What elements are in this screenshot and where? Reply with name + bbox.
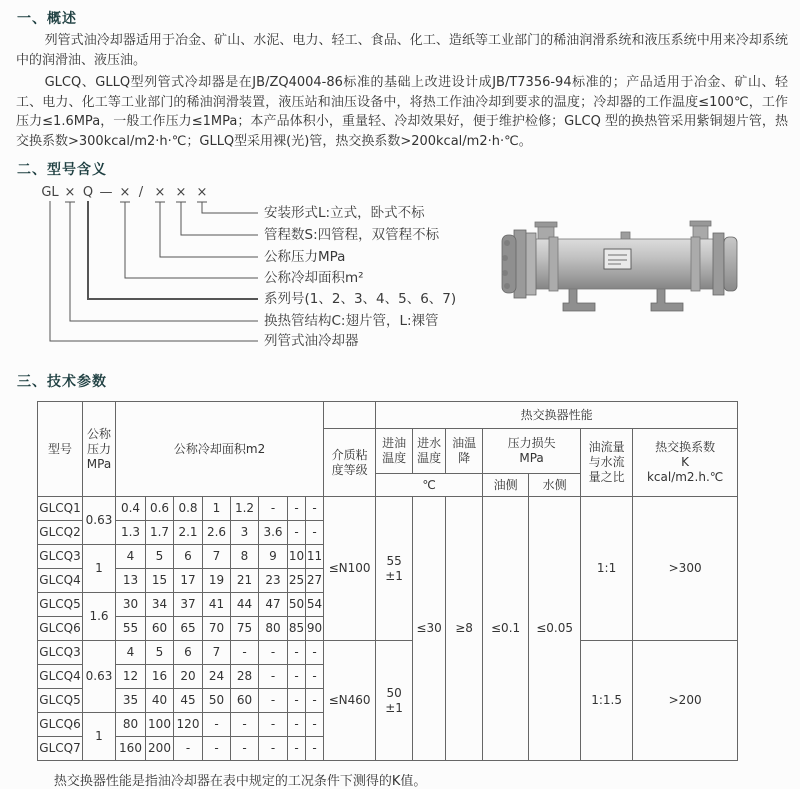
param-cell: - (288, 497, 306, 521)
param-cell: 30 (116, 593, 146, 617)
model-code-part: × (175, 185, 187, 200)
param-cell: 7 (203, 545, 231, 569)
model-code-part: × (64, 185, 76, 200)
model-label-tube-passes: 管程数S:四管程，双管程不标 (264, 227, 440, 243)
param-cell: 0.4 (116, 497, 146, 521)
param-cell: 0.63 (83, 497, 116, 545)
param-cell: 2.1 (174, 521, 203, 545)
param-cell: 21 (231, 569, 259, 593)
param-cell: 90 (306, 617, 324, 641)
param-cell: 45 (174, 689, 203, 713)
model-label-tube-structure: 换热管结构C:翅片管，L:裸管 (264, 313, 439, 329)
param-header-cell: 型号 (38, 402, 83, 497)
param-cell: 1 (83, 713, 116, 761)
overview-paragraph-1: 列管式油冷却器适用于冶金、矿山、水泥、电力、轻工、食品、化工、造纸等工业部门的稀油润滑系统和液压系统中用来冷却系统中的润滑油、液压油。 (16, 33, 788, 68)
param-cell: ≤0.05 (529, 497, 581, 761)
param-cell: 24 (203, 665, 231, 689)
param-header-cell: 压力损失 MPa (483, 429, 581, 474)
param-cell: 34 (146, 593, 174, 617)
param-cell: - (288, 641, 306, 665)
table-row (38, 497, 738, 521)
table-body (38, 497, 738, 761)
model-code-diagram (40, 185, 510, 360)
param-cell: 3.6 (259, 521, 288, 545)
param-cell: 200 (146, 737, 174, 761)
param-cell: - (306, 497, 324, 521)
param-cell: - (306, 665, 324, 689)
model-code-part: × (154, 185, 166, 200)
param-cell: 35 (116, 689, 146, 713)
param-header-cell: 水侧 (529, 474, 581, 497)
param-cell: ≤N100 (324, 497, 376, 641)
table-header-row (38, 402, 738, 429)
param-cell: 75 (231, 617, 259, 641)
param-cell: 7 (203, 641, 231, 665)
param-cell: - (231, 641, 259, 665)
param-cell: 1.6 (83, 593, 116, 641)
param-cell: >300 (633, 497, 738, 641)
param-cell: 2.6 (203, 521, 231, 545)
param-cell: 6 (174, 545, 203, 569)
model-label-series-number: 系列号(1、2、3、4、5、6、7) (264, 291, 457, 307)
param-cell: 65 (174, 617, 203, 641)
param-cell: 16 (146, 665, 174, 689)
param-cell: - (306, 521, 324, 545)
param-cell: 60 (231, 689, 259, 713)
param-cell: 44 (231, 593, 259, 617)
param-header-cell: 热交换器性能 (376, 402, 738, 429)
param-cell: 10 (288, 545, 306, 569)
param-cell: 1:1 (581, 497, 633, 641)
model-label-nominal-pressure: 公称压力MPa (264, 249, 346, 265)
param-cell: - (259, 713, 288, 737)
param-cell: - (259, 689, 288, 713)
param-cell: - (306, 689, 324, 713)
param-cell: - (288, 713, 306, 737)
param-cell: ≤0.1 (483, 497, 529, 761)
param-cell: 50 ±1 (376, 641, 413, 761)
param-header-cell: 介质粘 度等级 (324, 429, 376, 497)
model-label-product-name: 列管式油冷却器 (264, 333, 359, 349)
param-cell: 120 (174, 713, 203, 737)
param-cell: - (174, 737, 203, 761)
model-code-part: GL (41, 185, 59, 200)
param-cell: GLCQ1 (38, 497, 83, 521)
param-cell: - (306, 713, 324, 737)
param-cell: 25 (288, 569, 306, 593)
param-cell: 5 (146, 545, 174, 569)
param-cell: - (306, 641, 324, 665)
param-cell: 41 (203, 593, 231, 617)
param-cell: 80 (116, 713, 146, 737)
param-cell: - (306, 737, 324, 761)
param-cell: 13 (116, 569, 146, 593)
model-code-part: × (196, 185, 208, 200)
param-cell: 37 (174, 593, 203, 617)
param-cell: 55 ±1 (376, 497, 413, 641)
param-cell: >200 (633, 641, 738, 761)
param-cell: 6 (174, 641, 203, 665)
model-code-part: Q (82, 185, 94, 200)
model-meaning-area (0, 181, 800, 363)
param-cell: 9 (259, 545, 288, 569)
param-cell: - (288, 737, 306, 761)
param-cell: 1.2 (231, 497, 259, 521)
param-cell: GLCQ3 (38, 641, 83, 665)
param-cell: 23 (259, 569, 288, 593)
param-cell: - (288, 665, 306, 689)
param-cell: 15 (146, 569, 174, 593)
param-cell: GLCQ3 (38, 545, 83, 569)
param-cell: 0.8 (174, 497, 203, 521)
param-header-cell: 热交换系数 K kcal/m2.h.℃ (633, 429, 738, 497)
param-cell: 40 (146, 689, 174, 713)
param-cell: 55 (116, 617, 146, 641)
param-cell: 50 (288, 593, 306, 617)
param-cell: 54 (306, 593, 324, 617)
param-cell: 12 (116, 665, 146, 689)
param-cell: 19 (203, 569, 231, 593)
model-code-part: / (138, 185, 144, 200)
param-cell: 1:1.5 (581, 641, 633, 761)
section-1-heading: 一、概述 (17, 11, 77, 27)
param-cell: 5 (146, 641, 174, 665)
param-header-cell: 公称冷却面积m2 (116, 402, 324, 497)
param-cell: - (259, 737, 288, 761)
param-cell: 1 (83, 545, 116, 593)
param-cell: 4 (116, 545, 146, 569)
param-cell: - (203, 713, 231, 737)
param-cell: GLCQ6 (38, 713, 83, 737)
param-cell: - (259, 665, 288, 689)
param-cell: GLCQ5 (38, 689, 83, 713)
param-cell: - (231, 713, 259, 737)
model-code-part: × (119, 185, 131, 200)
param-cell: 100 (146, 713, 174, 737)
param-cell: - (259, 641, 288, 665)
param-header-cell: 公称 压力 MPa (83, 402, 116, 497)
param-cell: 27 (306, 569, 324, 593)
param-cell: 160 (116, 737, 146, 761)
section-2-heading: 二、型号含义 (17, 162, 107, 178)
product-photo (497, 213, 749, 315)
param-cell: - (203, 737, 231, 761)
table-footnote: 热交换器性能是指油冷却器在表中规定的工况条件下测得的K值。 (53, 774, 427, 789)
param-cell: 1.3 (116, 521, 146, 545)
param-header-cell: ℃ (376, 474, 483, 497)
param-cell: 60 (146, 617, 174, 641)
param-cell: GLCQ4 (38, 569, 83, 593)
param-header-cell: 油侧 (483, 474, 529, 497)
param-cell: 11 (306, 545, 324, 569)
param-cell: 50 (203, 689, 231, 713)
model-label-install-type: 安装形式L:立式，卧式不标 (264, 205, 425, 221)
param-cell: 8 (231, 545, 259, 569)
param-cell: 85 (288, 617, 306, 641)
param-cell: 28 (231, 665, 259, 689)
param-cell: GLCQ2 (38, 521, 83, 545)
table-row (38, 641, 738, 665)
param-cell: 0.63 (83, 641, 116, 713)
param-cell: 4 (116, 641, 146, 665)
param-header-cell (324, 402, 376, 429)
param-cell: 47 (259, 593, 288, 617)
param-header-cell: 进水 温度 (413, 429, 446, 474)
param-cell: ≤30 (413, 497, 446, 761)
param-header-cell: 油流量 与水流 量之比 (581, 429, 633, 497)
param-cell: - (288, 689, 306, 713)
param-cell: 80 (259, 617, 288, 641)
param-cell: ≥8 (446, 497, 483, 761)
technical-parameters-table (37, 401, 738, 761)
param-cell: 17 (174, 569, 203, 593)
param-cell: 0.6 (146, 497, 174, 521)
param-header-cell: 进油 温度 (376, 429, 413, 474)
param-cell: GLCQ7 (38, 737, 83, 761)
param-cell: - (231, 737, 259, 761)
param-cell: 1 (203, 497, 231, 521)
param-cell: GLCQ6 (38, 617, 83, 641)
param-cell: 3 (231, 521, 259, 545)
param-cell: - (259, 497, 288, 521)
param-cell: - (288, 521, 306, 545)
param-cell: 1.7 (146, 521, 174, 545)
overview-paragraph-2: GLCQ、GLLQ型列管式冷却器是在JB/ZQ4004-86标准的基础上改进设计成JB/T7356-94标准的；产品适用于冶金、矿山、轻工、电力、化工等工业部门的稀油润滑装置，液压站和油压设备中，将热工作油冷却到要求的温度；冷却器的工作温度≤100℃，工作压力≤1.6MPa，一般工作压力≤1MPa；本产品体积小，重量轻、冷却效果好，便于维护检修；GLCQ 型的换热管采用紫铜翅片管，热交换系数>300kcal/m2·h·℃；GLLQ型采用裸(光)管，热交换系数>200kcal/m2·h·℃。 (16, 75, 788, 149)
model-label-cooling-area: 公称冷却面积m² (264, 270, 364, 286)
param-header-cell: 油温 降 (446, 429, 483, 474)
param-cell: 70 (203, 617, 231, 641)
param-cell: GLCQ4 (38, 665, 83, 689)
param-cell: 20 (174, 665, 203, 689)
model-code-part: — (99, 185, 113, 200)
param-cell: ≤N460 (324, 641, 376, 761)
table-header (38, 402, 738, 497)
param-cell: GLCQ5 (38, 593, 83, 617)
section-3-heading: 三、技术参数 (17, 374, 107, 390)
